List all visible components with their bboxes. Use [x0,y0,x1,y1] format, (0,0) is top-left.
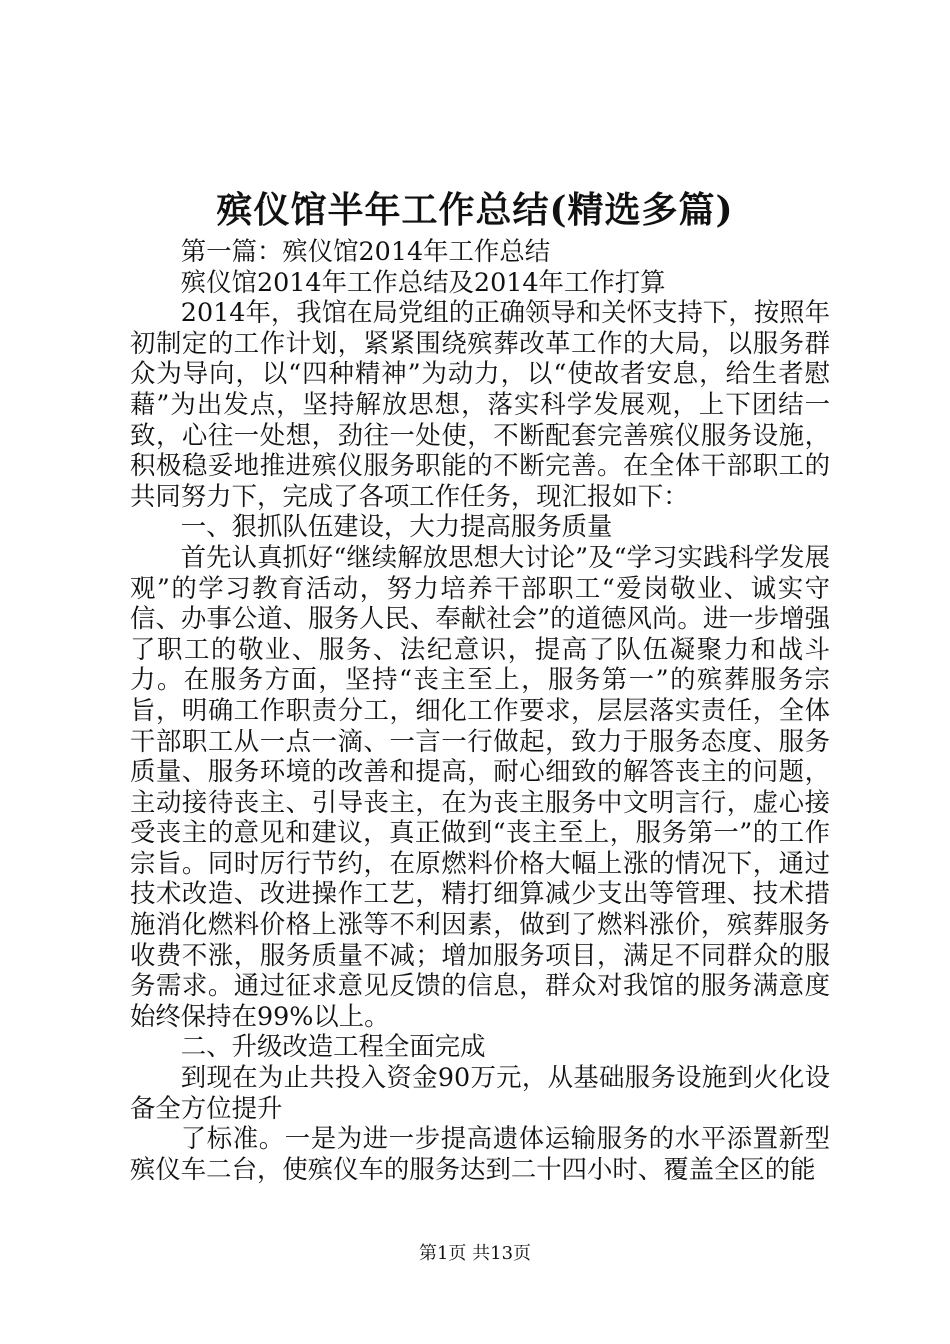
report-subtitle: 殡仪馆2014年工作总结及2014年工作打算 [180,266,666,297]
section-1-paragraph: 首先认真抓好“继续解放思想大讨论”及“学习实践科学发展观”的学习教育活动，努力培养干部职工“爱岗敬业、诚实守信、办事公道、服务人民、奉献社会”的道德风尚。进一步增强了职工的敬业、服务、法纪意识，提高了队伍凝聚力和战斗力。在服务方面，坚持“丧主至上，服务第一”的殡葬服务宗旨，明确工作职责分工，细化工作要求，层层落实责任，全体干部职工从一点一滴、一言一行做起，致力于服务态度、服务质量、服务环境的改善和提高，耐心细致的解答丧主的问题，主动接待丧主、引导丧主，在为丧主服务中文明言行，虚心接受丧主的意见和建议，真正做到“丧主至上，服务第一”的工作宗旨。同时厉行节约，在原燃料价格大幅上涨的情况下，通过技术改造、改进操作工艺，精打细算减少支出等管理、技术措施消化燃料价格上涨等不利因素，做到了燃料涨价，殡葬服务收费不涨，服务质量不减；增加服务项目，满足不同群众的服务需求。通过征求意见反馈的信息，群众对我馆的服务满意度始终保持在99%以上。 [130,541,830,1031]
intro-paragraph: 2014年，我馆在局党组的正确领导和关怀支持下，按照年初制定的工作计划，紧紧围绕殡葬改革工作的大局，以服务群众为导向，以“四种精神”为动力，以“使故者安息，给生者慰藉”为出发点，坚持解放思想，落实科学发展观，上下团结一致，心往一处想，劲往一处使，不断配套完善殡仪服务设施，积极稳妥地推进殡仪服务职能的不断完善。在全体干部职工的共同努力下，完成了各项工作任务，现汇报如下： [130,297,830,511]
page-number-footer: 第1页 共13页 [418,1243,532,1264]
section-heading-1: 一、狠抓队伍建设，大力提高服务质量 [180,511,613,542]
chapter-heading: 第一篇：殡仪馆2014年工作总结 [180,236,551,266]
section-2-paragraph: 到现在为止共投入资金90万元，从基础服务设施到火化设备全方位提升 [130,1062,830,1123]
section-heading-2: 二、升级改造工程全面完成 [180,1031,486,1062]
document-body [130,236,830,1184]
document-title: 殡仪馆半年工作总结(精选多篇) [216,189,734,231]
section-2-continuation: 了标准。一是为进一步提高遗体运输服务的水平添置新型殡仪车二台，使殡仪车的服务达到二十四小时、覆盖全区的能 [130,1123,830,1184]
